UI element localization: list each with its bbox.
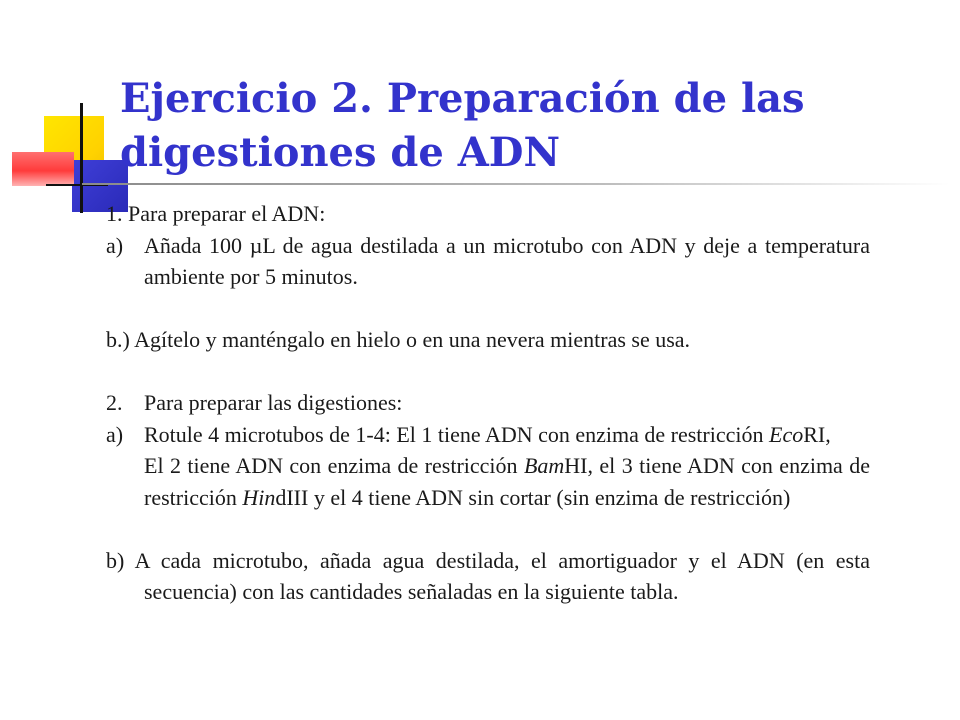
decorative-vertical-line [80, 103, 83, 213]
section-2-item-b: b) A cada microtubo, añada agua destilada, el amortiguador y el ADN (en esta secuencia) con las cantidades señaladas en la siguiente tabla. [106, 547, 870, 604]
item-text: Añada 100 µL de agua destilada a un microtubo con ADN y deje a temperatura ambiente por 5 minutos. [144, 232, 870, 289]
text-run: Rotule 4 microtubos de 1-4: El 1 tiene ADN con enzima de restricción [144, 421, 770, 447]
section-1-heading: 1. Para preparar el ADN: [106, 201, 326, 226]
section-2-heading-text: Para preparar las digestiones: [144, 390, 403, 415]
slide-body [106, 198, 870, 608]
spacer [106, 293, 870, 325]
text-run: El 2 tiene ADN con enzima de restricción [144, 453, 524, 478]
item-marker: a) [106, 232, 124, 258]
section-2-item-a-continuation [106, 450, 870, 513]
section-2-item-a [106, 419, 870, 451]
enzyme-name-italic: Bam [523, 453, 565, 478]
section-2-heading [106, 387, 870, 419]
section-1-item-a [106, 230, 870, 293]
slide-title-line-2: digestiones de ADN [120, 129, 561, 176]
item-text [144, 419, 870, 451]
text-run: RI, [803, 421, 831, 447]
spacer [106, 513, 870, 545]
enzyme-name-italic: Eco [769, 421, 804, 447]
item-marker: a) [106, 421, 124, 447]
spacer [106, 356, 870, 388]
slide-title-line-1: Ejercicio 2. Preparación de las [120, 75, 805, 122]
text-run: HI, el 3 tiene ADN con enzima de restricción [144, 453, 871, 510]
decorative-red-bar [12, 152, 74, 186]
item-marker: 2. [106, 390, 123, 415]
section-1-item-b: b.) Agítelo y manténgalo en hielo o en una nevera mientras se usa. [106, 327, 691, 352]
slide-title [120, 72, 840, 180]
text-run: dIII y el 4 tiene ADN sin cortar (sin enzima de restricción) [275, 484, 791, 510]
enzyme-name-italic: Hin [242, 484, 276, 510]
title-underline-rule [82, 183, 950, 185]
